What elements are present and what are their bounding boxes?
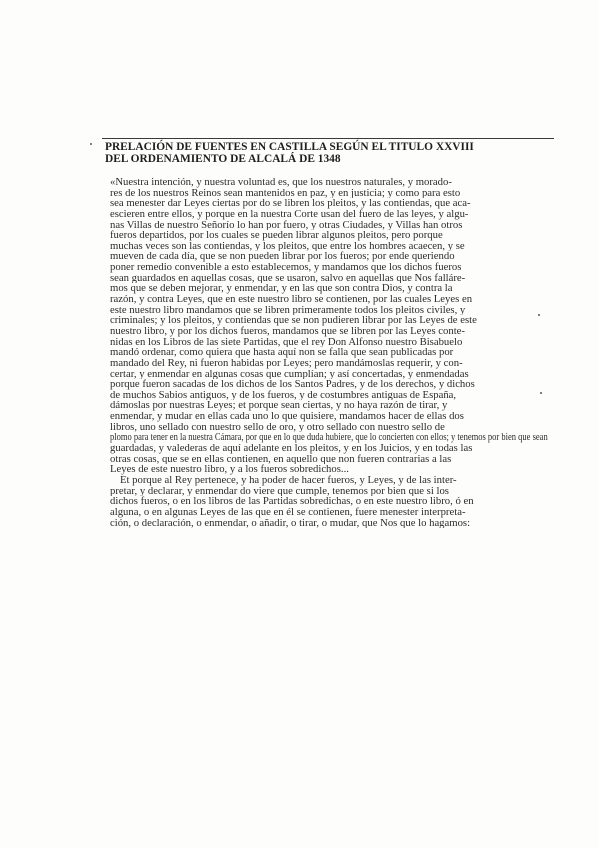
body-line: mandó ordenar, como quiera que hasta aquí non se falla que sean publicadas por (110, 347, 454, 358)
body-line: ción, o declaración, o enmendar, o añadir, o tirar, o mudar, que Nos que lo hagamos: (110, 517, 471, 529)
body-line: fueros departidos, por los cuales se pueden librar algunos pleitos, pero porque (110, 230, 443, 241)
body-line: dámoslas por nuestras Leyes; et porque sean ciertas, y no haya razón de tirar, y (110, 400, 448, 412)
title-line: DEL ORDENAMIENTO DE ALCALÁ DE 1348 (105, 153, 341, 165)
body-line: alguna, o en algunas Leyes de las que en él se contienen, fuere menester interpreta- (110, 506, 466, 518)
body-line: otras cosas, que se en ellas contienen, en aquello que non fueren contrarias a las (110, 453, 452, 465)
body-line: plomo para tener en la nuestra Cámara, por que en lo que duda hubiere, que lo concierten con ellos; y tenemos por bien que sean (110, 432, 548, 444)
body-line: escieren entre ellos, y porque en la nuestra Corte usan del fuero de las leyes, y algu- (110, 208, 469, 220)
body-line: porque fueron sacadas de los dichos de los Santos Padres, y de los derechos, y dichos (110, 379, 475, 390)
body-line: este nuestro libro mandamos que se libren primeramente todos los pleitos civiles, y (110, 304, 466, 316)
body-line: Et porque al Rey pertenece, y ha poder de hacer fueros, y Leyes, y de las inter- (120, 474, 457, 486)
body-line: res de los nuestros Reinos sean mantenidos en paz, y en justicia; y como para esto (110, 187, 461, 199)
scan-speck (90, 143, 92, 145)
body-line: muchas veces son las contiendas, y los pleitos, que entre los hombres acaecen, y se (110, 240, 465, 252)
body-line: nidas en los Libros de las siete Partidas, que el rey Don Alfonso nuestro Bisabuelo (110, 336, 463, 348)
body-line: poner remedio convenible a esto establecemos, y mandamos que los dichos fueros (110, 262, 462, 273)
document-title (105, 141, 545, 165)
body-line: guardadas, y valederas de aquí adelante en los pleitos, y en los Juicios, y en todas las (110, 443, 473, 454)
body-line: criminales; y los pleitos, y contiendas que se non pudieren librar por las Leyes de este (110, 315, 477, 326)
body-line: de muchos Sabios antiguos, y de los fueros, y de costumbres antiguas de España, (110, 389, 457, 401)
body-line: razón, y contra Leyes, que en este nuestro libro se contienen, por las cuales Leyes en (110, 294, 473, 305)
body-line: libros, uno sellado con nuestro sello de oro, y otro sellado con nuestro sello de (110, 421, 445, 433)
body-line: mueven de cada día, que se non pueden librar por los fueros; por ende queriendo (110, 251, 455, 263)
body-line: enmendar, y mudar en ellas cada uno lo que quisiere, mandamos hacer de ellas dos (110, 411, 464, 422)
body-line: pretar, y declarar, y enmendar do viere que cumple, tenemos por bien que si los (110, 485, 449, 497)
body-line: sean guardados en aquellas cosas, que se usaron, salvo en aquellas que Nos falláre- (110, 272, 466, 284)
body-line: «Nuestra intención, y nuestra voluntad es, que los nuestros naturales, y morado- (110, 177, 452, 188)
body-line: mandado del Rey, ni fueron habidas por Leyes; pero mandámoslas requerir, y con- (110, 357, 463, 369)
body-line: dichos fueros, o en los libros de las Partidas sobredichas, o en este nuestro libro, ó en (110, 496, 474, 507)
body-line: nas Villas de nuestro Señorío lo han por fuero, y otras Ciudades, y Villas han otros (110, 219, 463, 231)
body-line: sea menester dar Leyes ciertas por do se libren los pleitos, y las contiendas, que aca- (110, 198, 471, 209)
body-line: certar, y enmendar en algunas cosas que cumplían; y así concertadas, y enmendadas (110, 368, 469, 380)
body-line: Leyes de este nuestro libro, y a los fueros sobredichos... (110, 464, 349, 475)
document-body (110, 177, 548, 528)
body-line: mos que se deben mejorar, y enmendar, y en las que son contra Dios, y contra la (110, 283, 453, 295)
title-line: PRELACIÓN DE FUENTES EN CASTILLA SEGÚN EL TITULO XXVIII (105, 141, 474, 153)
top-rule (102, 138, 554, 139)
body-line: nuestro libro, y por los dichos fueros, mandamos que se libren por las Leyes conte- (110, 325, 465, 337)
